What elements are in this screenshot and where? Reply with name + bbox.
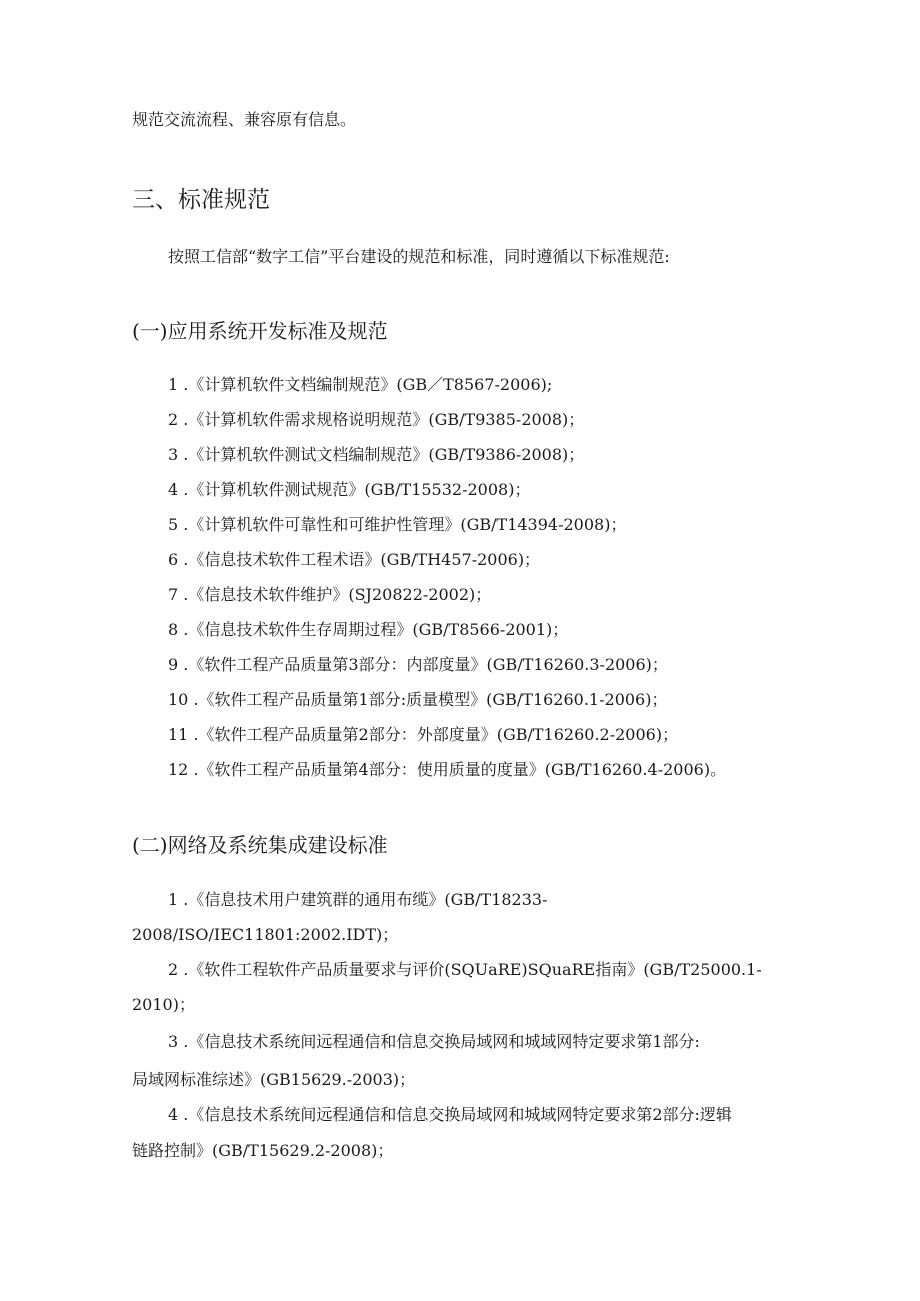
section-intro: 按照工信部“数字工信”平台建设的规范和标准，同时遵循以下标准规范: xyxy=(168,247,670,266)
list-item: 4 .《计算机软件测试规范》(GB/T15532-2008)； xyxy=(168,480,531,499)
list-item-line: 2 .《软件工程软件产品质量要求与评价(SQUaRE)SQuaRE指南》(GB/T25000.1- xyxy=(168,960,762,979)
list-item-line: 1 .《信息技术用户建筑群的通用布缆》(GB/T18233- xyxy=(168,890,548,909)
list-item-line: 链路控制》(GB/T15629.2-2008)； xyxy=(132,1141,394,1160)
list-item: 12 .《软件工程产品质量第4部分：使用质量的度量》(GB/T16260.4-2006)。 xyxy=(168,760,727,779)
list-item: 11 .《软件工程产品质量第2部分：外部度量》(GB/T16260.2-2006)； xyxy=(168,725,679,744)
list-item: 2 .《计算机软件需求规格说明规范》(GB/T9385-2008)； xyxy=(168,410,585,429)
list-item: 6 .《信息技术软件工程术语》(GB/TH457-2006)； xyxy=(168,550,541,569)
list-item: 7 .《信息技术软件维护》(SJ20822-2002)； xyxy=(168,585,492,604)
subsection-title-1: (一)应用系统开发标准及规范 xyxy=(132,319,388,343)
section-title: 三、标准规范 xyxy=(132,187,270,213)
subsection-title-2: (二)网络及系统集成建设标准 xyxy=(132,833,388,857)
list-item: 9 .《软件工程产品质量第3部分：内部度量》(GB/T16260.3-2006)； xyxy=(168,655,668,674)
list-item-line: 2010)； xyxy=(132,995,195,1014)
list-item-line: 4 .《信息技术系统间远程通信和信息交换局域网和城域网特定要求第2部分:逻辑 xyxy=(168,1105,732,1124)
intro-line: 规范交流流程、兼容原有信息。 xyxy=(132,110,357,129)
list-item: 3 .《计算机软件测试文档编制规范》(GB/T9386-2008)； xyxy=(168,445,585,464)
list-item: 1 .《计算机软件文档编制规范》(GB／T8567-2006); xyxy=(168,375,553,394)
list-item: 5 .《计算机软件可靠性和可维护性管理》(GB/T14394-2008)； xyxy=(168,515,627,534)
list-item: 10 .《软件工程产品质量第1部分:质量模型》(GB/T16260.1-2006)； xyxy=(168,690,668,709)
list-item: 8 .《信息技术软件生存周期过程》(GB/T8566-2001)； xyxy=(168,620,569,639)
list-item-line: 局域网标准综述》(GB15629.-2003)； xyxy=(132,1070,416,1089)
list-item-line: 3 .《信息技术系统间远程通信和信息交换局域网和城域网特定要求第1部分: xyxy=(168,1032,700,1051)
list-item-line: 2008/ISO/IEC11801:2002.IDT)； xyxy=(132,925,399,944)
